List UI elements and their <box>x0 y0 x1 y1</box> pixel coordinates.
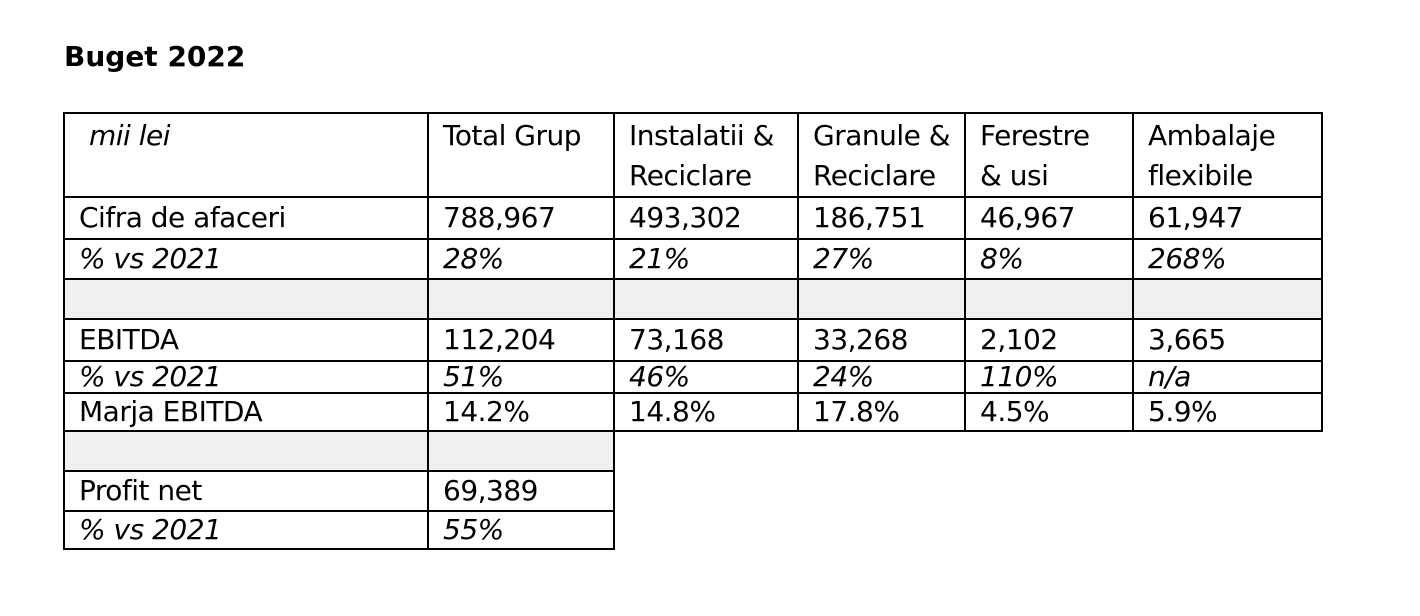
empty-cell <box>965 431 1133 471</box>
empty-cell <box>965 511 1133 549</box>
header-line-2: Reciclare <box>813 159 936 192</box>
spacer-row <box>64 279 1322 319</box>
spacer-cell <box>798 279 965 319</box>
spacer-cell <box>428 279 614 319</box>
empty-cell <box>798 511 965 549</box>
header-line-2: Reciclare <box>629 159 752 192</box>
header-line-1: Ambalaje <box>1148 119 1276 152</box>
value-cell: 110% <box>965 361 1133 393</box>
row-cifra-pct-vs-2021 <box>64 239 1322 279</box>
empty-cell <box>1133 511 1322 549</box>
header-line-1: Instalatii & <box>629 119 774 152</box>
row-label: % vs 2021 <box>64 511 428 549</box>
empty-cell <box>798 471 965 511</box>
spacer-cell <box>614 279 798 319</box>
row-cifra-de-afaceri <box>64 197 1322 239</box>
empty-cell <box>1133 431 1322 471</box>
value-cell: 493,302 <box>614 197 798 239</box>
spacer-cell <box>965 279 1133 319</box>
row-ebitda <box>64 319 1322 361</box>
value-cell: 73,168 <box>614 319 798 361</box>
value-cell: 21% <box>614 239 798 279</box>
value-cell: 27% <box>798 239 965 279</box>
empty-cell <box>798 431 965 471</box>
header-ambalaje <box>1133 113 1322 197</box>
value-cell: 33,268 <box>798 319 965 361</box>
row-label: % vs 2021 <box>64 239 428 279</box>
header-line-1: Granule & <box>813 119 951 152</box>
empty-cell <box>965 471 1133 511</box>
empty-cell <box>614 431 798 471</box>
row-label: Marja EBITDA <box>64 393 428 431</box>
spacer-cell <box>64 279 428 319</box>
value-cell: 46,967 <box>965 197 1133 239</box>
empty-cell <box>614 471 798 511</box>
value-cell: 28% <box>428 239 614 279</box>
table-header-row <box>64 113 1322 197</box>
value-cell: 2,102 <box>965 319 1133 361</box>
value-cell: 788,967 <box>428 197 614 239</box>
header-ferestre <box>965 113 1133 197</box>
row-profit-pct-vs-2021 <box>64 511 1322 549</box>
value-cell: 61,947 <box>1133 197 1322 239</box>
header-instalatii <box>614 113 798 197</box>
budget-table <box>63 112 1323 550</box>
header-granule <box>798 113 965 197</box>
value-cell: 112,204 <box>428 319 614 361</box>
value-cell: 3,665 <box>1133 319 1322 361</box>
value-cell: 24% <box>798 361 965 393</box>
empty-cell <box>614 511 798 549</box>
header-total-grup <box>428 113 614 197</box>
value-cell: 17.8% <box>798 393 965 431</box>
value-cell: n/a <box>1133 361 1322 393</box>
header-line-1: Total Grup <box>443 119 582 152</box>
header-line-2: & usi <box>980 159 1049 192</box>
value-cell: 14.2% <box>428 393 614 431</box>
row-ebitda-pct-vs-2021 <box>64 361 1322 393</box>
row-label: % vs 2021 <box>64 361 428 393</box>
value-cell: 46% <box>614 361 798 393</box>
value-cell: 268% <box>1133 239 1322 279</box>
unit-label-cell <box>64 113 428 197</box>
unit-label: mii lei <box>89 119 171 152</box>
empty-cell <box>1133 471 1322 511</box>
header-line-2: flexibile <box>1148 159 1253 192</box>
value-cell: 51% <box>428 361 614 393</box>
row-marja-ebitda <box>64 393 1322 431</box>
value-cell: 14.8% <box>614 393 798 431</box>
row-label: EBITDA <box>64 319 428 361</box>
spacer-cell <box>428 431 614 471</box>
value-cell: 69,389 <box>428 471 614 511</box>
spacer-cell <box>64 431 428 471</box>
value-cell: 186,751 <box>798 197 965 239</box>
page-title: Buget 2022 <box>64 40 246 73</box>
value-cell: 5.9% <box>1133 393 1322 431</box>
row-label: Profit net <box>64 471 428 511</box>
spacer-cell <box>1133 279 1322 319</box>
value-cell: 8% <box>965 239 1133 279</box>
value-cell: 4.5% <box>965 393 1133 431</box>
row-profit-net <box>64 471 1322 511</box>
spacer-row <box>64 431 1322 471</box>
header-line-1: Ferestre <box>980 119 1090 152</box>
row-label: Cifra de afaceri <box>64 197 428 239</box>
value-cell: 55% <box>428 511 614 549</box>
